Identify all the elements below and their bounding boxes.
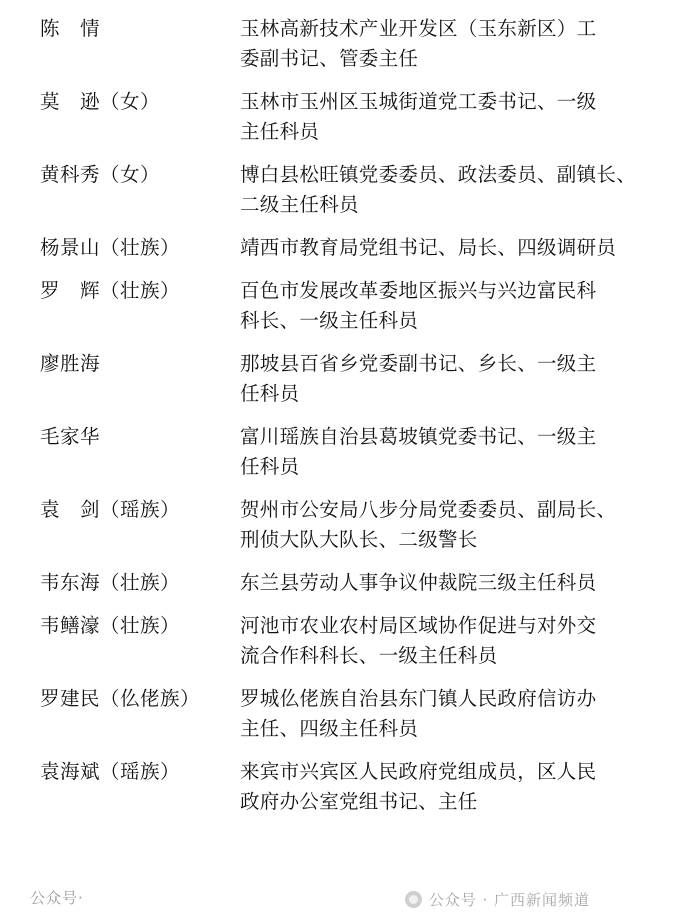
list-item [40, 87, 660, 147]
entry-name: 袁海斌（瑶族） [40, 760, 181, 783]
entry-description-line: 二级主任科员 [240, 193, 359, 216]
watermark-text: 公众号 · 广西新闻频道 [428, 891, 590, 909]
list-item [40, 349, 660, 409]
entry-name: 韦鳝濠（壮族） [40, 614, 181, 637]
entry-description [240, 14, 660, 74]
entry-description-line: 博白县松旺镇党委委员、政法委员、副镇长、 [240, 163, 637, 186]
entry-description-line: 百色市发展改革委地区振兴与兴边富民科 [240, 279, 597, 302]
entry-description [240, 757, 660, 817]
list-item [40, 568, 660, 598]
entry-description [240, 611, 660, 671]
list-item [40, 684, 660, 744]
watermark-logo-icon [405, 891, 422, 908]
entry-description-line: 那坡县百省乡党委副书记、乡长、一级主 [240, 352, 597, 375]
watermark-left-text: 公众号· [30, 889, 84, 907]
entry-description-line: 科长、一级主任科员 [240, 309, 419, 332]
entry-description-line: 来宾市兴宾区人民政府党组成员，区人民 [240, 760, 597, 783]
list-item [40, 757, 660, 817]
entry-description-line: 富川瑶族自治县葛坡镇党委书记、一级主 [240, 425, 597, 448]
entry-name: 罗 辉（壮族） [40, 279, 181, 302]
entry-description [240, 349, 660, 409]
entry-description [240, 422, 660, 482]
entry-name: 陈 情 [40, 17, 101, 40]
list-item [40, 160, 660, 220]
entry-description-line: 刑侦大队大队长、二级警长 [240, 528, 478, 551]
entry-name: 罗建民（仫佬族） [40, 687, 201, 710]
entry-description-line: 玉林市玉州区玉城街道党工委书记、一级 [240, 90, 597, 113]
watermark [405, 889, 590, 910]
entry-description-line: 任科员 [240, 455, 300, 478]
entry-name: 杨景山（壮族） [40, 236, 181, 259]
entry-description [240, 276, 660, 336]
entry-description-line: 东兰县劳动人事争议仲裁院三级主任科员 [240, 571, 597, 594]
entry-description-line: 任科员 [240, 382, 300, 405]
entry-description [240, 495, 660, 555]
list-item [40, 611, 660, 671]
list-item [40, 233, 660, 263]
entry-description [240, 87, 660, 147]
list-item [40, 276, 660, 336]
entry-name: 廖胜海 [40, 352, 101, 375]
list-item [40, 495, 660, 555]
entry-name: 袁 剑（瑶族） [40, 498, 181, 521]
entry-name: 韦东海（壮族） [40, 571, 181, 594]
entry-description-line: 河池市农业农村局区域协作促进与对外交 [240, 614, 597, 637]
entry-description [240, 233, 660, 263]
entry-description-line: 靖西市教育局党组书记、局长、四级调研员 [240, 236, 617, 259]
list-item [40, 14, 660, 74]
entry-name: 莫 逊（女） [40, 90, 161, 113]
entry-description-line: 政府办公室党组书记、主任 [240, 790, 478, 813]
entry-description [240, 684, 660, 744]
entry-description-line: 罗城仫佬族自治县东门镇人民政府信访办 [240, 687, 597, 710]
entry-name: 毛家华 [40, 425, 101, 448]
entry-description [240, 160, 660, 220]
entry-description-line: 主任科员 [240, 120, 320, 143]
entry-name: 黄科秀（女） [40, 163, 161, 186]
entry-description-line: 委副书记、管委主任 [240, 47, 419, 70]
list-item [40, 422, 660, 482]
entry-description-line: 贺州市公安局八步分局党委委员、副局长、 [240, 498, 617, 521]
entry-description-line: 流合作科科长、一级主任科员 [240, 644, 498, 667]
entry-description-line: 玉林高新技术产业开发区（玉东新区）工 [240, 17, 597, 40]
entry-description-line: 主任、四级主任科员 [240, 717, 419, 740]
entry-description [240, 568, 660, 598]
